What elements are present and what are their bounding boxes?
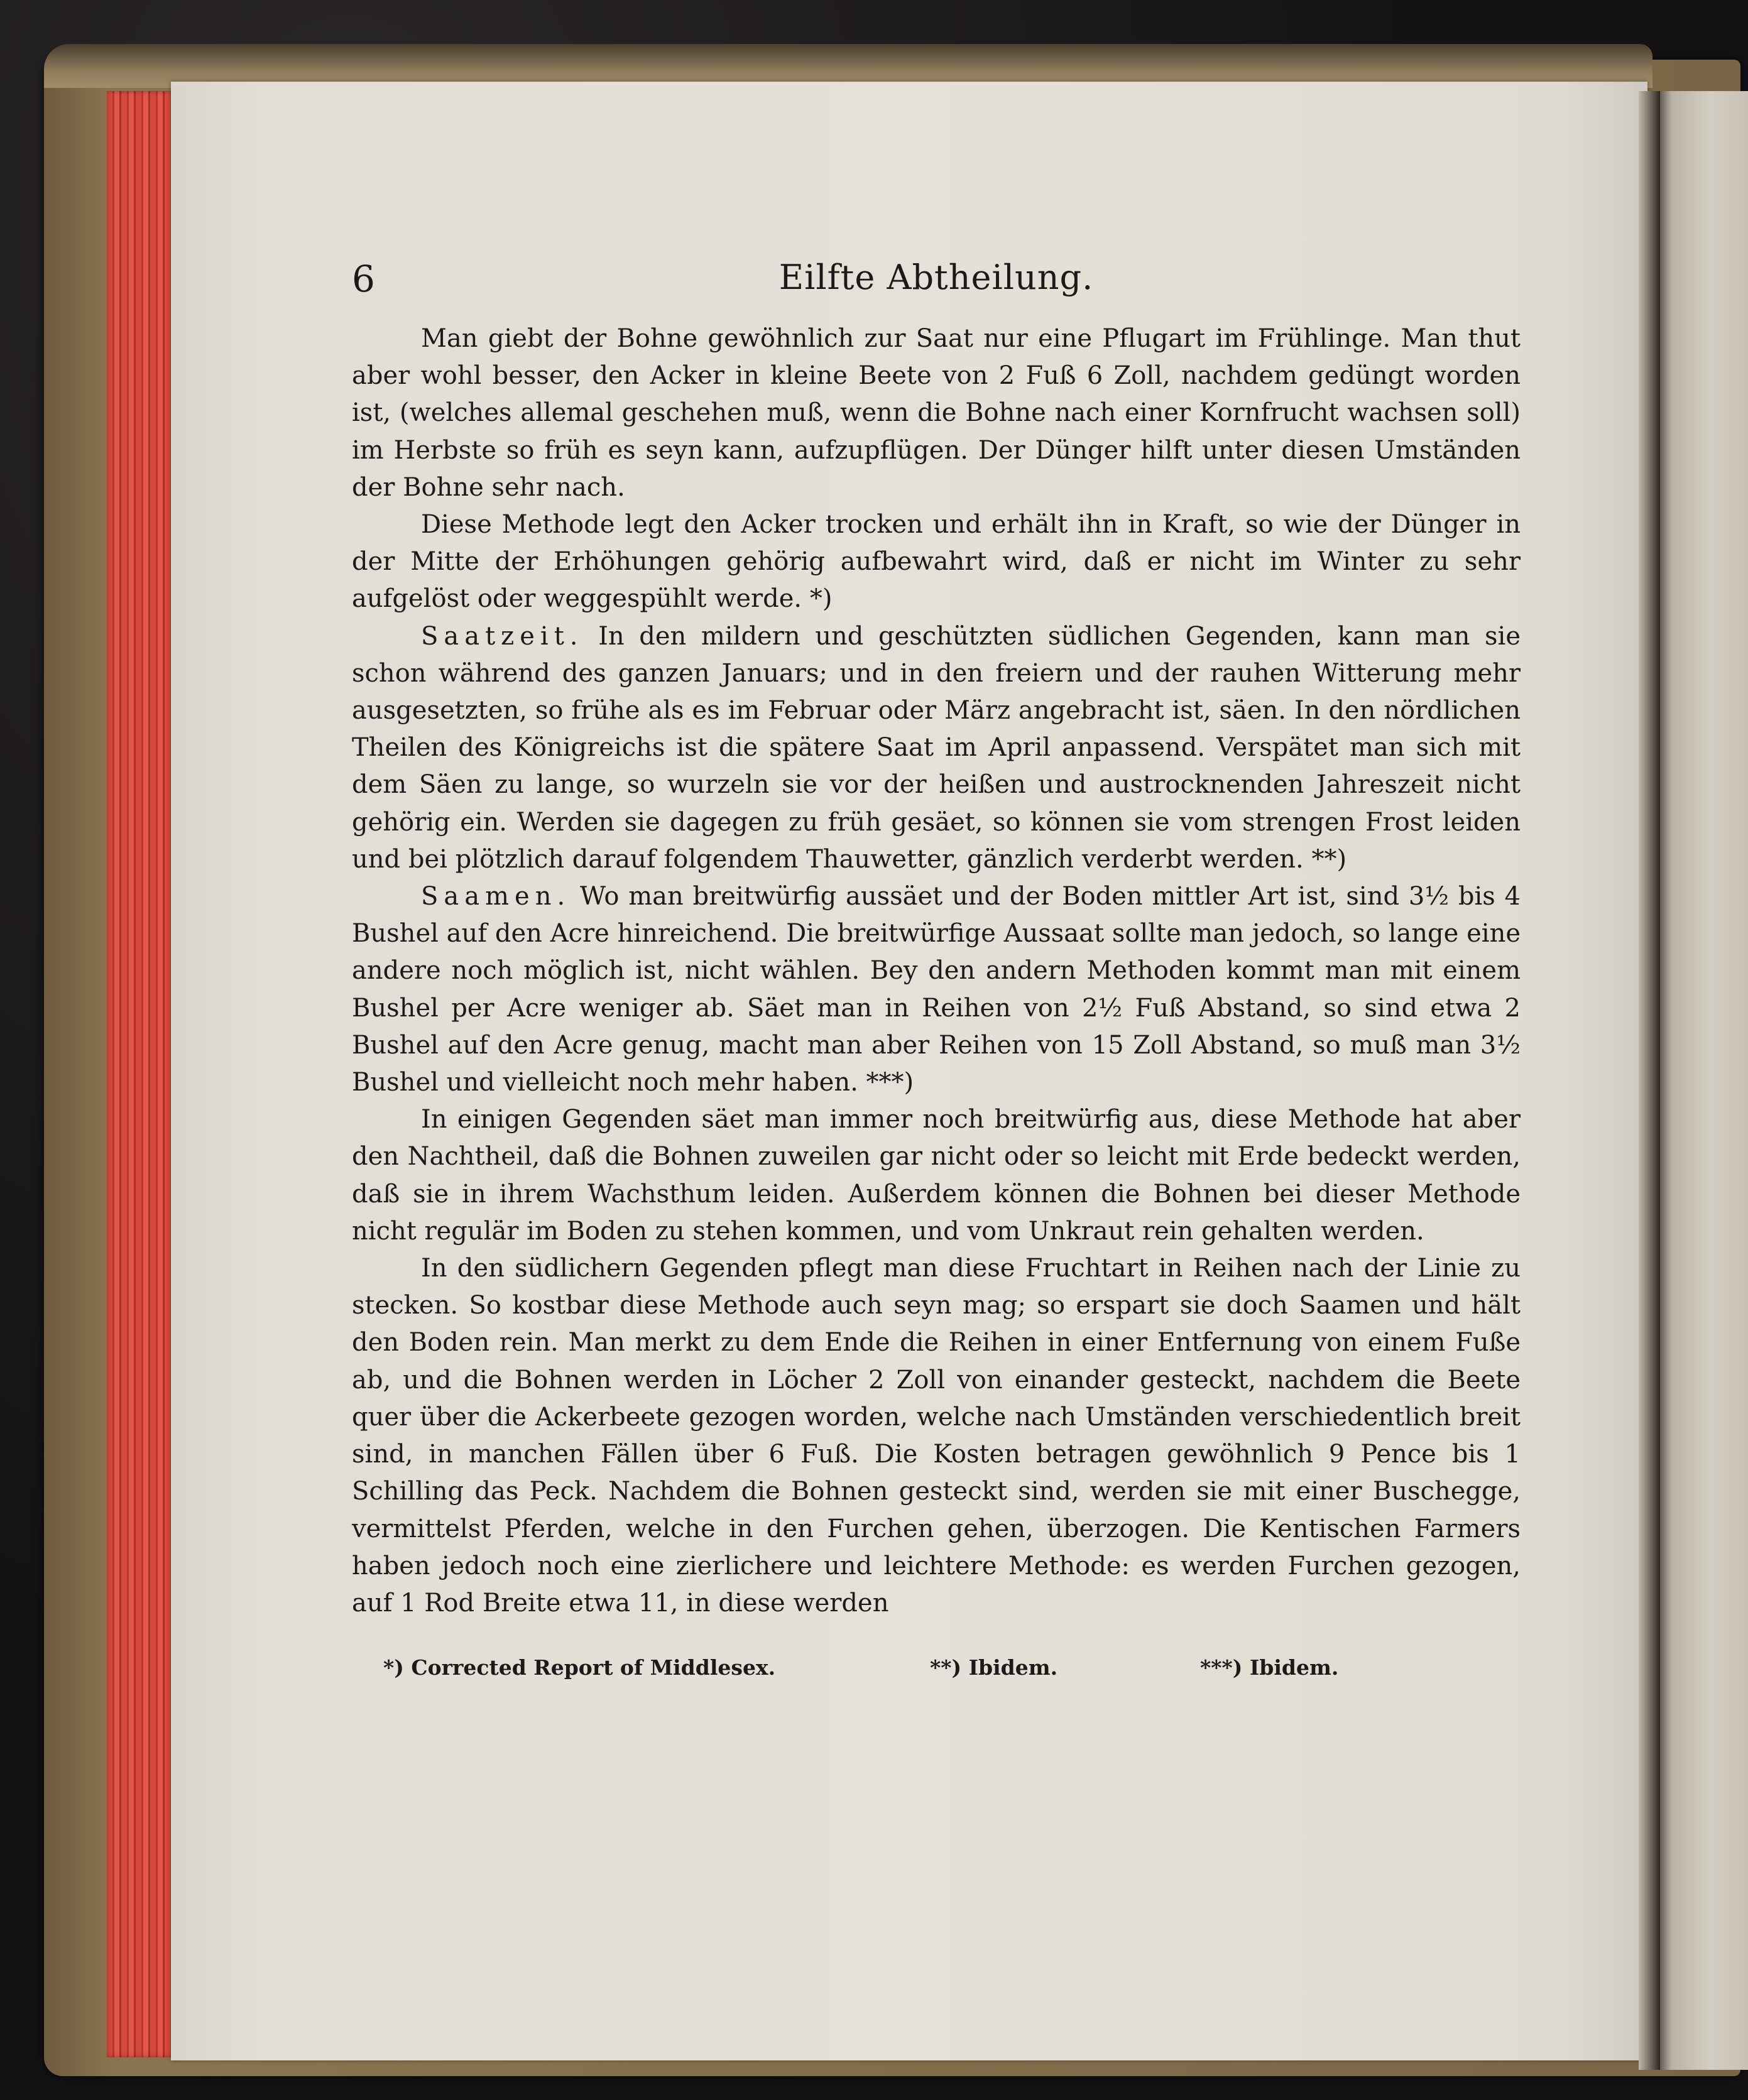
page-gutter [1639, 91, 1660, 2070]
paragraph-lead: Saamen. [421, 882, 571, 911]
paragraph-lead: Saatzeit. [421, 621, 584, 651]
footnote: *) Corrected Report of Middlesex. [383, 1655, 776, 1680]
facing-page [1652, 91, 1748, 2070]
paragraph [352, 878, 1521, 1101]
page-number: 6 [352, 258, 375, 300]
paragraph [352, 1101, 1521, 1250]
paragraph [352, 1250, 1521, 1622]
footnote: ***) Ibidem. [1200, 1655, 1339, 1680]
paragraph-text: In den mildern und geschützten südlichen Gegenden, kann man sie schon während des ganzen Januars; und in den freiern und der rauhen Witterung mehr ausgesetzten, so frühe als es im Februar oder März angebracht ist, säen. In den nördlichen Theilen des Königreichs ist die spätere Saat im April anpassend. Verspätet man sich mit dem Säen zu lange, so wurzeln sie vor der heißen und austrocknenden Jahreszeit nicht gehörig ein. Werden sie dagegen zu früh gesäet, so können sie vom strengen Frost leiden und bei plötzlich darauf folgendem Thauwetter, gänzlich verderbt werden. **) [352, 621, 1521, 874]
paragraph [352, 320, 1521, 506]
footnote: **) Ibidem. [930, 1655, 1058, 1680]
paragraph-text: In den südlichern Gegenden pflegt man diese Fruchtart in Reihen nach der Linie zu stecken. So kostbar diese Methode auch seyn mag; so erspart sie doch Saamen und hält den Boden rein. Man merkt zu dem Ende die Reihen in einer Entfernung von einem Fuße ab, und die Bohnen werden in Löcher 2 Zoll von einander gesteckt, nachdem die Beete quer über die Ackerbeete gezogen worden, welche nach Umständen verschiedentlich breit sind, in manchen Fällen über 6 Fuß. Die Kosten betragen gewöhnlich 9 Pence bis 1 Schilling das Peck. Nachdem die Bohnen gesteckt sind, werden sie mit einer Buschegge, vermittelst Pferden, welche in den Furchen gehen, überzogen. Die Kentischen Farmers haben jedoch noch eine zierlichere und leichtere Methode: es werden Furchen gezogen, auf 1 Rod Breite etwa 11, in diese werden [352, 1254, 1521, 1618]
paragraph-text: Man giebt der Bohne gewöhnlich zur Saat nur eine Pflugart im Frühlinge. Man thut aber wohl besser, den Acker in kleine Beete von 2 Fuß 6 Zoll, nachdem gedüngt worden ist, (welches allemal geschehen muß, wenn die Bohne nach einer Kornfrucht wachsen soll) im Herbste so früh es seyn kann, aufzupflügen. Der Dünger hilft unter diesen Umständen der Bohne sehr nach. [352, 324, 1521, 502]
red-page-edges [107, 91, 176, 2057]
paragraph-text: In einigen Gegenden säet man immer noch breitwürfig aus, diese Methode hat aber den Nachtheil, daß die Bohnen zuweilen gar nicht oder so leicht mit Erde bedeckt werden, daß sie in ihrem Wachsthum leiden. Außerdem können die Bohnen bei dieser Methode nicht regulär im Boden zu stehen kommen, und vom Unkraut rein gehalten werden. [352, 1105, 1521, 1246]
page-header [352, 258, 1521, 308]
footnotes [383, 1655, 1514, 1693]
paragraph [352, 618, 1521, 878]
paragraph [352, 506, 1521, 618]
running-head: Eilfte Abtheilung. [778, 258, 1094, 297]
paragraph-text: Wo man breitwürfig aussäet und der Boden mittler Art ist, sind 3½ bis 4 Bushel auf den Acre hinreichend. Die breitwürfige Aussaat sollte man jedoch, so lange eine andere noch möglich ist, nicht wählen. Bey den andern Methoden kommt man mit einem Bushel per Acre weniger ab. Säet man in Reihen von 2½ Fuß Abstand, so sind etwa 2 Bushel auf den Acre genug, macht man aber Reihen von 15 Zoll Abstand, so muß man 3½ Bushel und vielleicht noch mehr haben. ***) [352, 882, 1521, 1097]
paragraph-text: Diese Methode legt den Acker trocken und erhält ihn in Kraft, so wie der Dünger in der Mitte der Erhöhungen gehörig aufbewahrt wird, daß er nicht im Winter zu sehr aufgelöst oder weggespühlt werde. *) [352, 510, 1521, 614]
body-text [352, 320, 1521, 1622]
